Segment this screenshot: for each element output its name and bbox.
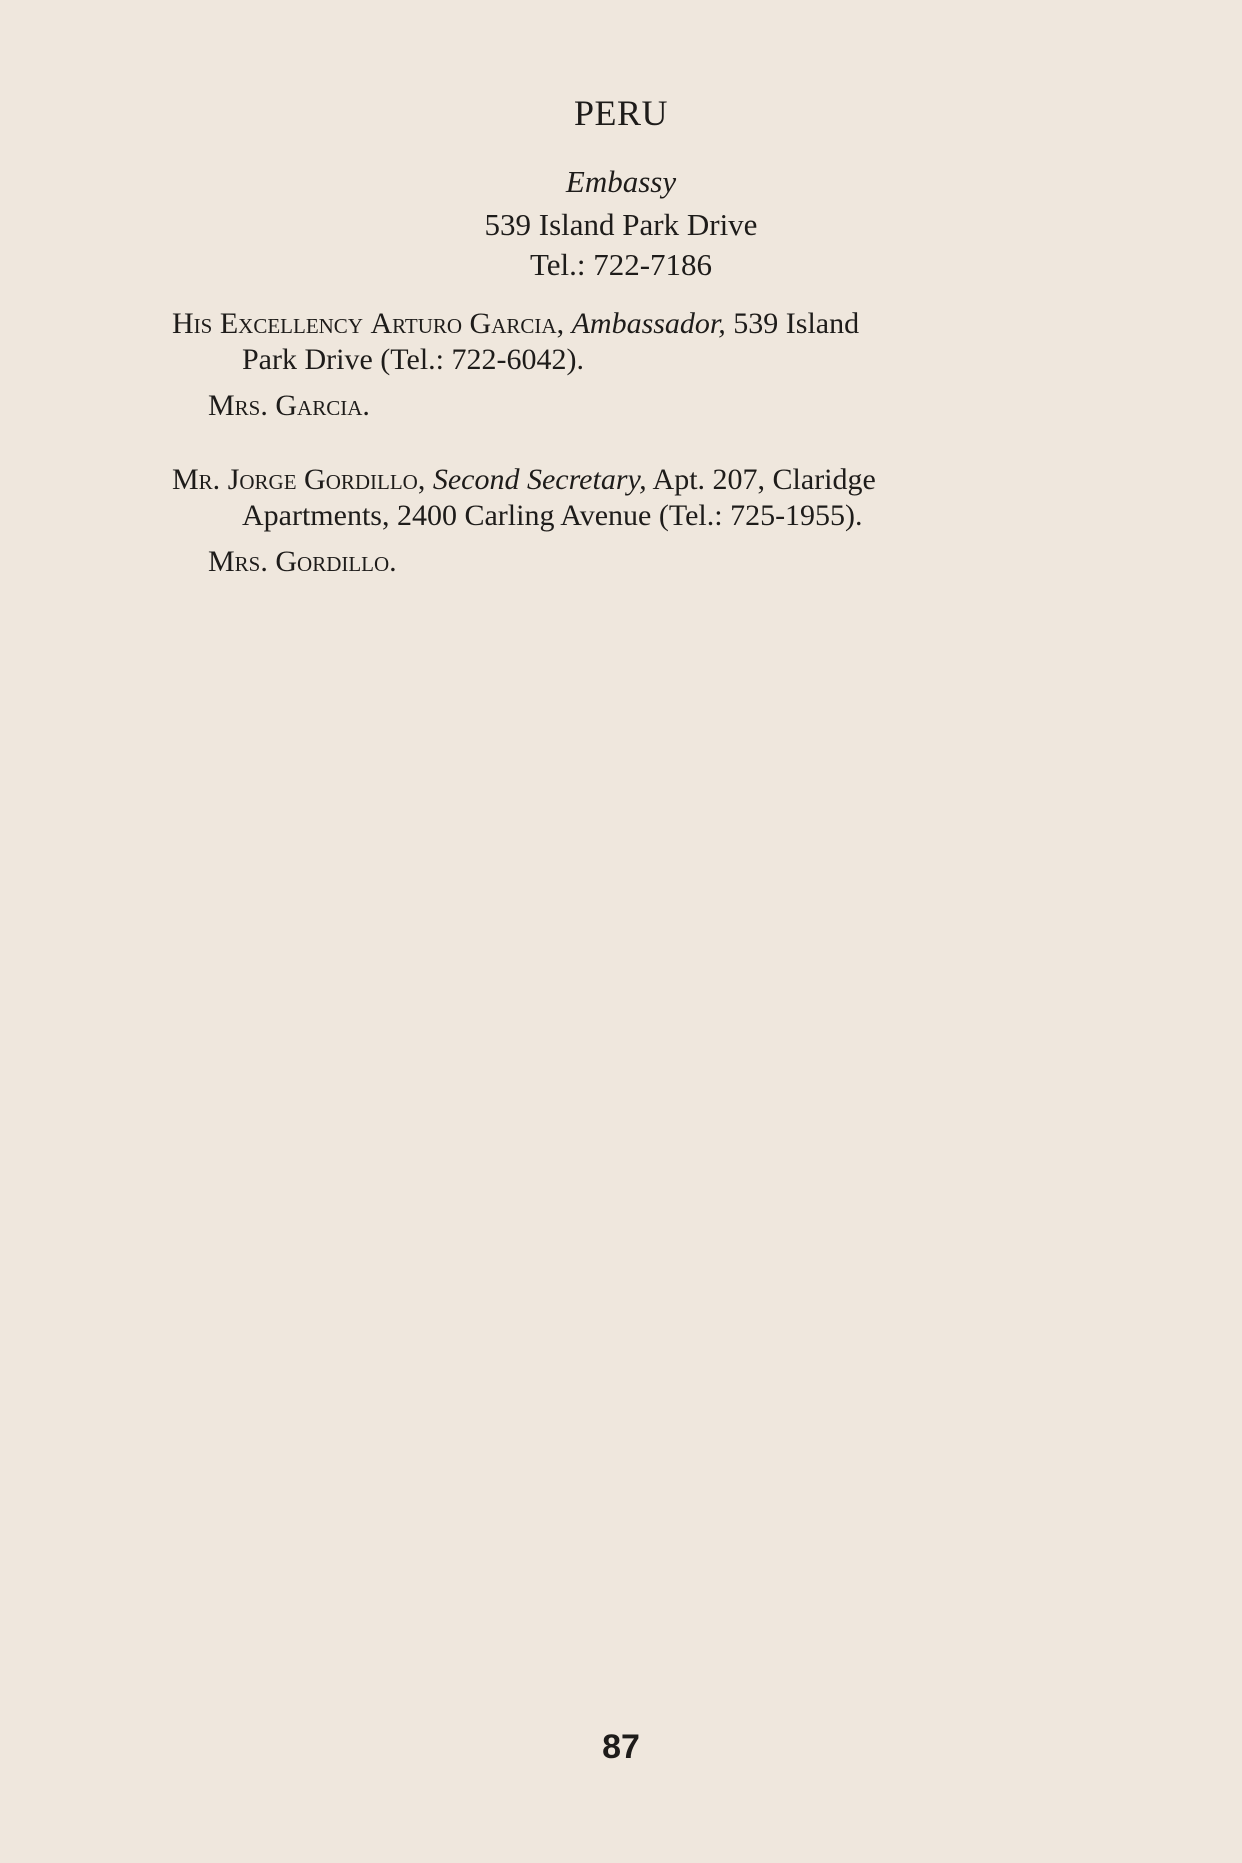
entry-first-line [172,306,1090,342]
entry-honorific: Mr. [172,463,221,496]
embassy-address: 539 Island Park Drive [484,207,758,242]
entry-honorific: His Excellency [172,307,363,340]
entry-details: 539 Island [733,307,860,340]
country-heading: PERU [573,93,669,133]
section-heading: Embassy [565,164,677,199]
entry-details: Apt. 207, Claridge [652,463,876,496]
entry-name: Jorge Gordillo, [227,463,426,496]
entry-title: Second Secretary, [432,463,647,496]
entry-first-line [172,462,1090,498]
entry-name: Arturo Garcia, [370,307,565,340]
entry-spouse: Mrs. Gordillo. [208,545,397,578]
entry-details-continued: Park Drive (Tel.: 722-6042). [242,343,584,376]
embassy-telephone: Tel.: 722-7186 [529,247,713,282]
entry-spouse: Mrs. Garcia. [208,389,370,422]
entry-title: Ambassador, [571,307,726,340]
entry-details-continued: Apartments, 2400 Carling Avenue (Tel.: 725-1955). [242,499,863,532]
page-number: 87 [602,1728,640,1766]
staff-entry [172,306,1090,424]
staff-entry [172,462,1090,580]
